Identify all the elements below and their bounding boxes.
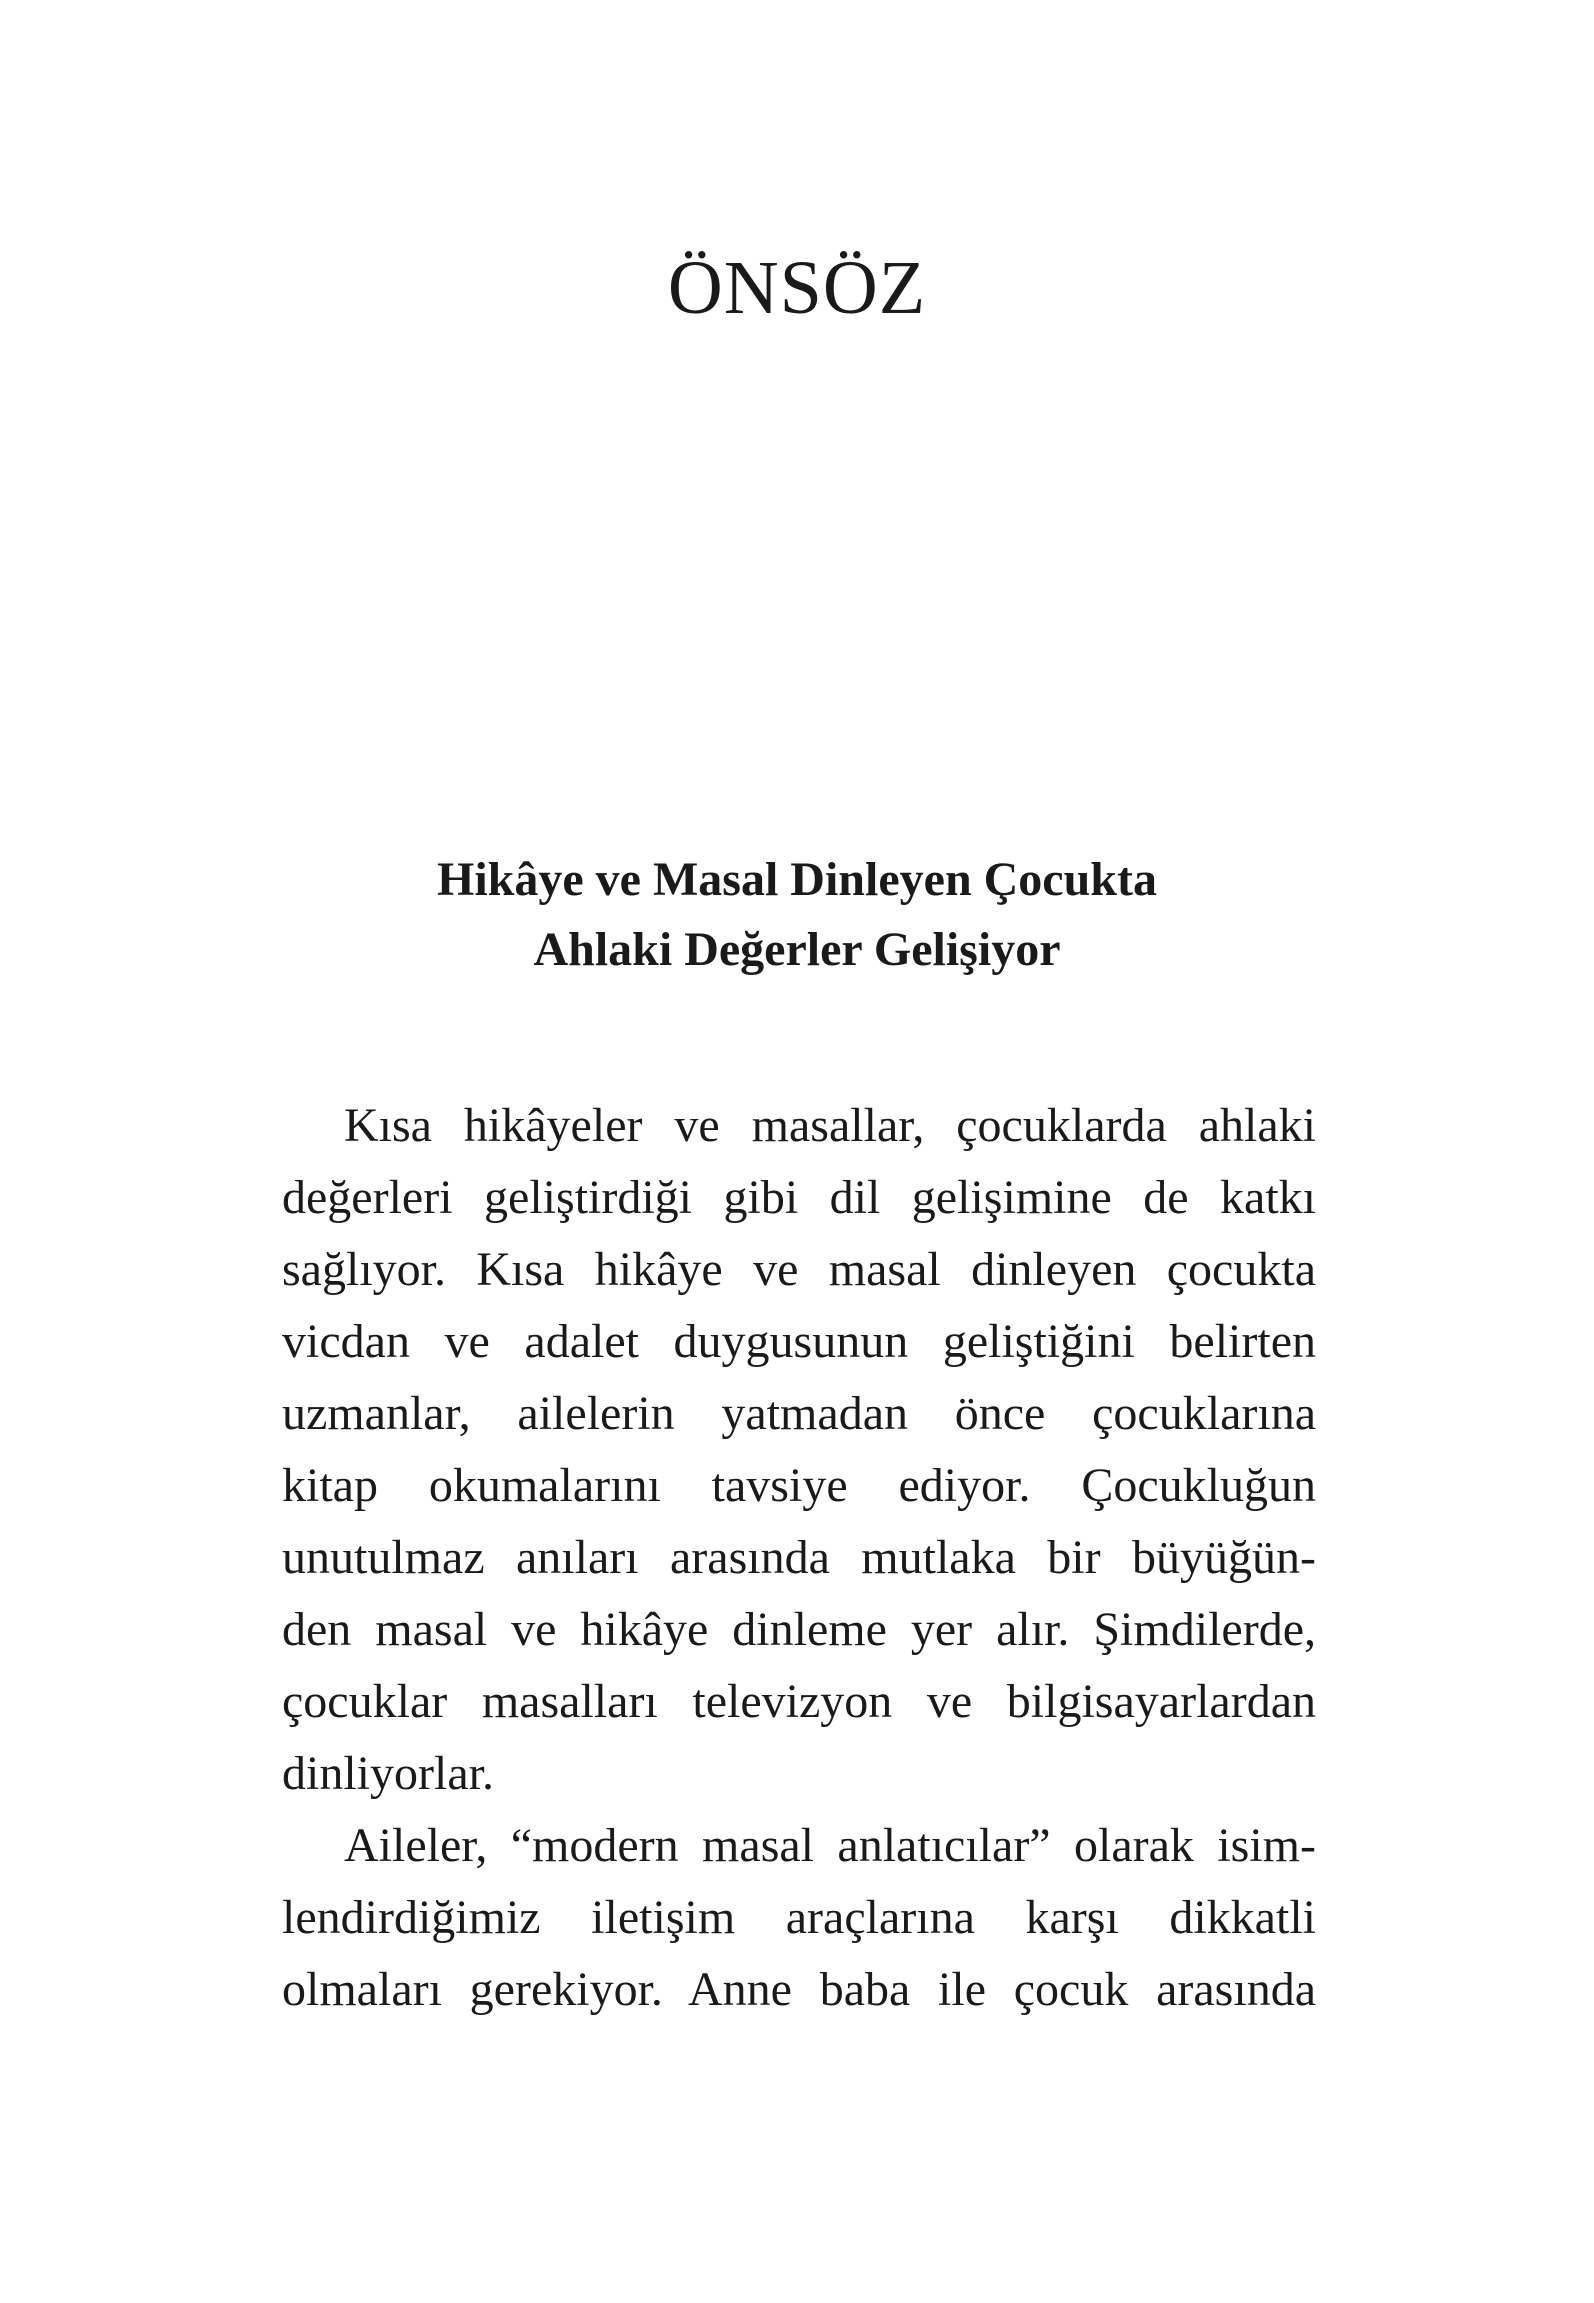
text-line: değerleri geliştirdiği gibi dil gelişimine de katkı [282, 1171, 1316, 1224]
text-line: kitap okumalarını tavsiye ediyor. Çocukluğun [282, 1459, 1316, 1512]
body-text [282, 1090, 1316, 2026]
text-line: Kısa hikâyeler ve masallar, çocuklarda ahlaki [344, 1099, 1316, 1152]
subtitle-line-1: Hikâye ve Masal Dinleyen Çocukta [437, 853, 1157, 906]
text-line: Aileler, “modern masal anlatıcılar” olarak isim- [344, 1819, 1316, 1872]
text-line: unutulmaz anıları arasında mutlaka bir büyüğün- [282, 1531, 1316, 1584]
subtitle-line-2: Ahlaki Değerler Gelişiyor [533, 923, 1061, 976]
text-line: vicdan ve adalet duygusunun geliştiğini belirten [282, 1315, 1316, 1368]
text-line: uzmanlar, ailelerin yatmadan önce çocuklarına [282, 1387, 1316, 1440]
section-subtitle [0, 845, 1594, 985]
paragraph-2 [282, 1810, 1316, 2026]
text-line: lendirdiğimiz iletişim araçlarına karşı dikkatli [282, 1891, 1316, 1944]
page-title: ÖNSÖZ [667, 246, 927, 330]
text-line: dinliyorlar. [282, 1747, 494, 1800]
text-line: olmaları gerekiyor. Anne baba ile çocuk arasında [282, 1963, 1316, 2016]
text-line: çocuklar masalları televizyon ve bilgisayarlardan [282, 1675, 1316, 1728]
text-line: den masal ve hikâye dinleme yer alır. Şimdilerde, [282, 1603, 1316, 1656]
text-line: sağlıyor. Kısa hikâye ve masal dinleyen çocukta [282, 1243, 1316, 1296]
paragraph-1 [282, 1090, 1316, 1810]
